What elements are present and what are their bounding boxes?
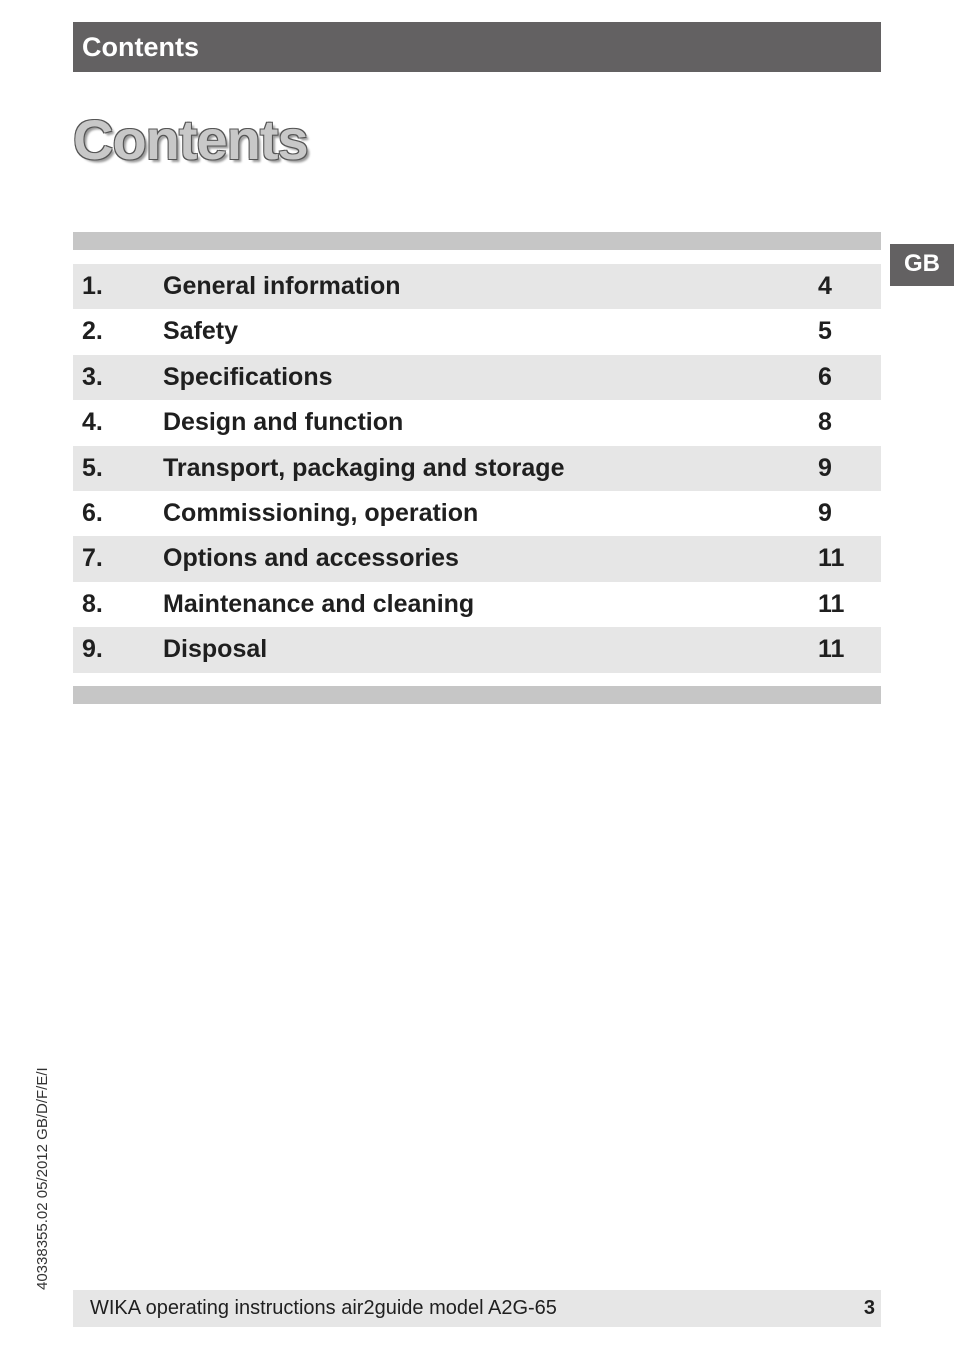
toc-page: 6 (818, 362, 832, 391)
toc-page: 9 (818, 453, 832, 482)
section-header-label: Contents (82, 32, 199, 62)
toc-number: 3. (82, 362, 103, 391)
toc-title: Transport, packaging and storage (163, 453, 565, 482)
toc-title: Disposal (163, 635, 268, 664)
toc-page: 11 (818, 544, 845, 573)
toc-number: 8. (82, 589, 103, 618)
toc-page: 8 (818, 408, 832, 437)
toc-number: 1. (82, 272, 103, 300)
toc-page: 9 (818, 498, 832, 527)
toc-row[interactable] (73, 582, 881, 627)
toc-row[interactable] (73, 400, 881, 445)
page-title: Contents (73, 108, 308, 171)
document-code: 40338355.02 05/2012 GB/D/F/E/I (34, 1067, 51, 1290)
footer-text: WIKA operating instructions air2guide model A2G-65 (90, 1297, 557, 1319)
toc-page: 4 (818, 272, 832, 300)
toc-row[interactable] (73, 446, 881, 491)
toc-number: 5. (82, 453, 103, 482)
toc-row[interactable] (73, 536, 881, 581)
toc-number: 4. (82, 408, 103, 437)
toc-title: Specifications (163, 362, 333, 391)
toc-title: Options and accessories (163, 544, 459, 573)
toc-title: Commissioning, operation (163, 498, 479, 527)
toc-page: 5 (818, 317, 832, 346)
language-tab: GB (890, 244, 954, 286)
toc-row[interactable] (73, 491, 881, 536)
toc-title: Safety (163, 317, 239, 346)
toc-top-rule (73, 232, 881, 250)
toc-number: 9. (82, 635, 103, 664)
toc-row[interactable] (73, 355, 881, 400)
section-header-bar (73, 22, 881, 72)
toc-row[interactable] (73, 264, 881, 309)
toc-number: 2. (82, 317, 103, 346)
toc-page: 11 (818, 635, 845, 664)
footer-bar (73, 1290, 881, 1327)
toc-title: Design and function (163, 408, 404, 437)
toc-number: 7. (82, 544, 103, 573)
toc-title: General information (163, 272, 401, 300)
toc-title: Maintenance and cleaning (163, 589, 475, 618)
table-of-contents (73, 264, 881, 673)
toc-number: 6. (82, 498, 103, 527)
toc-bottom-rule (73, 686, 881, 704)
toc-row[interactable] (73, 627, 881, 672)
footer-page-number: 3 (863, 1297, 875, 1319)
toc-page: 11 (818, 589, 845, 618)
toc-row[interactable] (73, 309, 881, 354)
